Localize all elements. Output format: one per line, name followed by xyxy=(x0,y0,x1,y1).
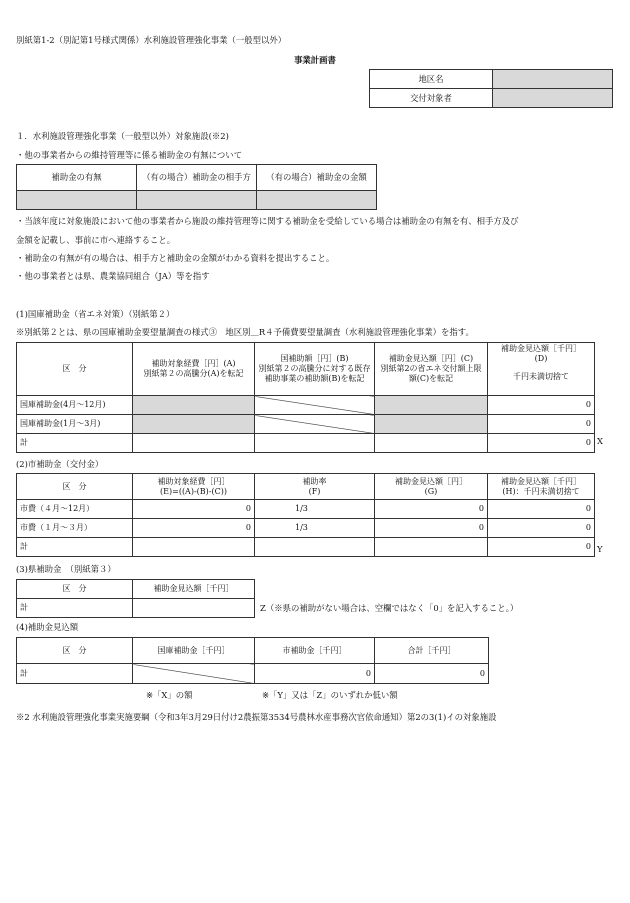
col-b-desc: 別紙第２の高騰分に対する既存補助事業の補助額(B)を転記 xyxy=(258,364,371,383)
row-label: 計 xyxy=(17,664,133,684)
estimate-g-value: 0 xyxy=(375,500,488,519)
col-subsidy-counterparty: （有の場合）補助金の相手方 xyxy=(137,165,257,191)
note-subsidy-report: ・当該年度に対象施設において他の事業者から施設の維持管理等に関する補助金を受給している場合は補助金の有無を有、相手方及び xyxy=(16,216,519,226)
prefecture-note: Z（※県の補助がない場合は、空欄ではなく「0」を記入すること。） xyxy=(260,603,519,613)
other-subsidy-table xyxy=(16,164,377,210)
note-subsidy-docs: ・補助金の有無が有の場合は、相手方と補助金の金額がわかる資料を提出すること。 xyxy=(16,253,335,263)
col-c-title: 補助金見込額［円］(C) xyxy=(388,354,474,363)
footnote: ※2 水利施設管理強化事業実施要綱（令和3年3月29日付け2農振第3534号農林水産事務次官依命通知）第2の3(1)イの対象施設 xyxy=(16,712,497,722)
col-kubun: 区 分 xyxy=(17,474,133,500)
row-label: 計 xyxy=(17,538,133,557)
estimate-d-total: 0 xyxy=(488,434,595,453)
row-label: 国庫補助金(4月～12月) xyxy=(17,396,133,415)
estimate-c-field[interactable] xyxy=(375,396,488,415)
col-prefecture-amount: 補助金見込額［千円］ xyxy=(133,580,255,599)
col-subsidy-amount: （有の場合）補助金の金額 xyxy=(257,165,377,191)
estimate-g-value: 0 xyxy=(375,519,488,538)
col-d-note: 千円未満切捨て xyxy=(513,372,569,381)
section1-heading: １．水利施設管理強化事業（一般型以外）対象施設(※2) xyxy=(16,131,229,141)
col-subsidy-presence: 補助金の有無 xyxy=(17,165,137,191)
marker-y: Y xyxy=(597,544,603,554)
city-total-value: 0 xyxy=(255,664,375,684)
col-sum-total: 合計［千円］ xyxy=(375,638,489,664)
col-e-formula: (E)=((A)-(B)-(C)) xyxy=(160,486,227,496)
col-a-title: 補助対象経費［円］(A) xyxy=(151,359,236,368)
col-target-cost-a xyxy=(133,343,255,396)
rate-f-value: 1/3 xyxy=(255,500,375,519)
estimate-h-value: 0 xyxy=(488,519,595,538)
col-b-title: 国補助額［円］(B) xyxy=(280,354,349,363)
col-kubun: 区 分 xyxy=(17,580,133,599)
col-estimate-h xyxy=(488,474,595,500)
sum-total-value: 0 xyxy=(375,664,489,684)
note-other-operators: ・他の事業者とは県、農業協同組合（JA）等を指す xyxy=(16,271,210,281)
col-h-title: 補助金見込額［千円］ xyxy=(501,476,581,486)
cost-a-field[interactable] xyxy=(133,415,255,434)
col-estimate-c xyxy=(375,343,488,396)
row-label: 国庫補助金(1月～3月) xyxy=(17,415,133,434)
estimate-c-field[interactable] xyxy=(375,415,488,434)
total-heading: (4)補助金見込額 xyxy=(16,622,79,632)
col-rate-f xyxy=(255,474,375,500)
subsidy-amount-field[interactable] xyxy=(257,191,377,210)
col-city-total: 市補助金［千円］ xyxy=(255,638,375,664)
estimate-d-value: 0 xyxy=(488,415,595,434)
prefecture-amount-field[interactable] xyxy=(133,599,255,618)
col-estimate-g xyxy=(375,474,488,500)
national-total-disabled xyxy=(133,664,255,684)
col-e-title: 補助対象経費［円］ xyxy=(157,476,230,486)
row-label: 計 xyxy=(17,434,133,453)
col-g-title: 補助金見込額［円］ xyxy=(395,476,467,486)
estimate-h-value: 0 xyxy=(488,500,595,519)
section1-subheading: ・他の事業者からの維持管理等に係る補助金の有無について xyxy=(16,150,242,160)
table-row xyxy=(17,500,595,519)
col-d-code: (D) xyxy=(534,354,548,363)
estimate-d-value: 0 xyxy=(488,396,595,415)
note-yz-amount: ※「Y」又は「Z」のいずれか低い額 xyxy=(262,690,398,700)
prefecture-heading: (3)県補助金 （別紙第３） xyxy=(16,564,116,574)
col-f-title: 補助率 xyxy=(302,476,327,486)
cost-e-value: 0 xyxy=(133,500,255,519)
col-kubun: 区 分 xyxy=(17,638,133,664)
col-national-subsidy-b xyxy=(255,343,375,396)
document-title: 事業計画書 xyxy=(294,55,336,65)
estimate-h-total: 0 xyxy=(488,538,595,557)
district-field[interactable] xyxy=(493,70,613,89)
marker-x: X xyxy=(597,436,603,446)
col-g-code: (G) xyxy=(424,486,438,496)
table-row xyxy=(17,434,595,453)
recipient-label: 交付対象者 xyxy=(370,89,493,108)
col-h-note: (H)：千円未満切捨て xyxy=(502,486,580,496)
national-subsidy-table xyxy=(16,342,595,453)
col-target-cost-e xyxy=(133,474,255,500)
header-info-table xyxy=(369,69,613,108)
note-x-amount: ※「X」の額 xyxy=(146,690,193,700)
col-kubun: 区 分 xyxy=(17,343,133,396)
table-row xyxy=(17,519,595,538)
col-estimate-d xyxy=(488,343,595,396)
table-row xyxy=(17,415,595,434)
total-estimate-table xyxy=(16,637,489,684)
col-f-code: (F) xyxy=(308,486,321,496)
table-row xyxy=(17,396,595,415)
col-national-total: 国庫補助金［千円］ xyxy=(133,638,255,664)
cost-e-value: 0 xyxy=(133,519,255,538)
note-subsidy-report-cont: 金額を記載し、事前に市へ連絡すること。 xyxy=(16,235,176,245)
col-c-desc: 別紙第2の省エネ交付額上限額(C)を転記 xyxy=(380,364,482,383)
city-subsidy-table xyxy=(16,473,595,557)
national-heading: (1)国庫補助金（省エネ対策）（別紙第２） xyxy=(16,309,175,319)
row-label: 市費（１月～３月） xyxy=(17,519,133,538)
table-row xyxy=(17,538,595,557)
subsidy-counterparty-field[interactable] xyxy=(137,191,257,210)
city-heading: (2)市補助金（交付金） xyxy=(16,459,104,469)
form-label: 別紙第1-2（別記第1号様式関係）水利施設管理強化事業（一般型以外） xyxy=(16,35,287,45)
row-label: 市費（４月～12月） xyxy=(17,500,133,519)
national-b-disabled xyxy=(255,415,375,434)
prefecture-subsidy-table xyxy=(16,579,255,618)
subsidy-presence-field[interactable] xyxy=(17,191,137,210)
national-note: ※別紙第２とは、県の国庫補助金要望量調査の様式③ 地区別＿R４予備費要望量調査（水利施設管理強化事業）を指す。 xyxy=(16,327,474,337)
district-label: 地区名 xyxy=(370,70,493,89)
col-a-desc: 別紙第２の高騰分(A)を転記 xyxy=(143,369,244,378)
national-b-disabled xyxy=(255,396,375,415)
cost-a-field[interactable] xyxy=(133,396,255,415)
rate-f-value: 1/3 xyxy=(255,519,375,538)
row-label: 計 xyxy=(17,599,133,618)
col-d-title: 補助金見込額［千円］ xyxy=(501,344,581,353)
recipient-field[interactable] xyxy=(493,89,613,108)
